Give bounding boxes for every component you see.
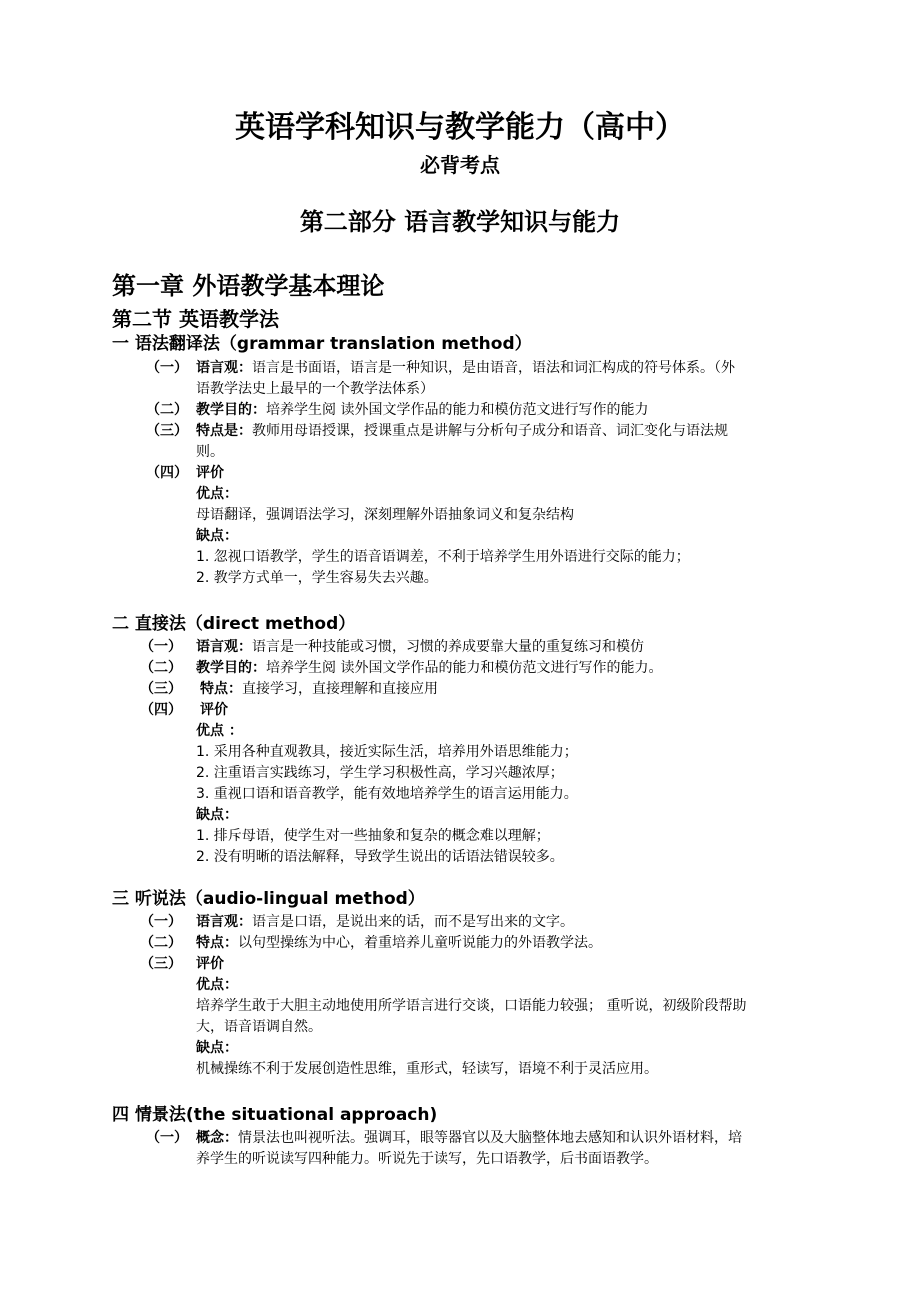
cons-item: 2. 没有明晰的语法解释，导致学生说出的话语法错误较多。 [196, 849, 564, 865]
item-label: 教学目的： [196, 660, 266, 676]
item-body: 语言是书面语，语言是一种知识，是由语音，语法和词汇构成的符号体系。（外 [252, 360, 735, 376]
method-heading-direct: 二 直接法（direct method） [112, 614, 356, 634]
pros-item: 3. 重视口语和语音教学，能有效地培养学生的语言运用能力。 [196, 786, 578, 802]
item-number: （一） [140, 639, 182, 655]
pros-text: 培养学生敢于大胆主动地使用所学语言进行交谈，口语能力较强； 重听说，初级阶段帮助 [196, 998, 747, 1014]
item-body: 以句型操练为中心，着重培养儿童听说能力的外语教学法。 [238, 935, 602, 951]
item-body: 语言是口语，是说出来的话，而不是写出来的文字。 [252, 914, 574, 930]
item-body: 教师用母语授课，授课重点是讲解与分析句子成分和语音、词汇变化与语法规 [252, 423, 728, 439]
pros-label: 优点： [196, 486, 238, 502]
item-label: 评价 [200, 702, 228, 718]
method-heading-grammar-translation: 一 语法翻译法（grammar translation method） [112, 334, 532, 354]
item-number: （二） [140, 935, 182, 951]
pros-item: 1. 采用各种直观教具，接近实际生活，培养用外语思维能力； [196, 744, 578, 760]
item-body: 培养学生阅 读外国文学作品的能力和模仿范文进行写作的能力。 [266, 660, 663, 676]
item-text [196, 400, 648, 421]
cons-label: 缺点： [196, 807, 238, 823]
item-number: （四） [140, 702, 182, 718]
item-text [196, 358, 735, 379]
item-number: （二） [146, 402, 188, 418]
item-text-continued: 语教学法史上最早的一个教学法体系） [196, 381, 434, 397]
section-heading: 第二节 英语教学法 [112, 307, 279, 331]
item-body: 语言是一种技能或习惯，习惯的养成要靠大量的重复练习和模仿 [252, 639, 644, 655]
item-body: 情景法也叫视听法。强调耳，眼等器官以及大脑整体地去感知和认识外语材料，培 [238, 1130, 742, 1146]
item-number: （三） [146, 423, 188, 439]
item-number: （一） [146, 1130, 188, 1146]
item-body: 直接学习，直接理解和直接应用 [242, 681, 438, 697]
item-text [200, 679, 438, 700]
item-number: （一） [140, 914, 182, 930]
item-text [196, 912, 574, 933]
cons-item: 2. 教学方式单一，学生容易失去兴趣。 [196, 570, 438, 586]
item-text [196, 658, 662, 679]
part-heading: 第二部分 语言教学知识与能力 [299, 208, 621, 236]
item-label: 特点： [196, 935, 238, 951]
cons-item: 1. 排斥母语，使学生对一些抽象和复杂的概念难以理解； [196, 828, 550, 844]
item-number: （二） [140, 660, 182, 676]
document-title: 英语学科知识与教学能力（高中） [235, 110, 685, 145]
item-text-continued: 养学生的听说读写四种能力。听说先于读写，先口语教学，后书面语教学。 [196, 1151, 658, 1167]
pros-item: 2. 注重语言实践练习，学生学习积极性高，学习兴趣浓厚； [196, 765, 564, 781]
item-text [196, 637, 644, 658]
document-subtitle: 必背考点 [420, 153, 500, 177]
item-number: （三） [140, 681, 182, 697]
item-body: 培养学生阅 读外国文学作品的能力和模仿范文进行写作的能力 [266, 402, 649, 418]
item-text [196, 421, 728, 442]
item-label: 评价 [196, 956, 224, 972]
item-label: 概念： [196, 1130, 238, 1146]
item-label: 特点： [200, 681, 242, 697]
method-heading-audio-lingual: 三 听说法（audio-lingual method） [112, 889, 425, 909]
pros-label: 优点 ： [196, 723, 243, 739]
pros-text-continued: 大，语音语调自然。 [196, 1019, 322, 1035]
item-text [196, 1128, 742, 1149]
chapter-heading: 第一章 外语教学基本理论 [112, 272, 385, 300]
pros-label: 优点： [196, 977, 238, 993]
item-label: 特点是： [196, 423, 252, 439]
cons-item: 1. 忽视口语教学，学生的语音语调差，不利于培养学生用外语进行交际的能力； [196, 549, 690, 565]
cons-label: 缺点： [196, 1040, 238, 1056]
item-label: 语言观： [196, 639, 252, 655]
item-text-continued: 则。 [196, 444, 224, 460]
cons-label: 缺点： [196, 528, 238, 544]
item-label: 教学目的： [196, 402, 266, 418]
cons-text: 机械操练不利于发展创造性思维，重形式，轻读写，语境不利于灵活应用。 [196, 1061, 658, 1077]
item-label: 评价 [196, 465, 224, 481]
item-label: 语言观： [196, 360, 252, 376]
item-number: （三） [140, 956, 182, 972]
item-number: （四） [146, 465, 188, 481]
item-label: 语言观： [196, 914, 252, 930]
item-number: （一） [146, 360, 188, 376]
pros-text: 母语翻译，强调语法学习，深刻理解外语抽象词义和复杂结构 [196, 507, 574, 523]
item-text [196, 933, 602, 954]
method-heading-situational: 四 情景法(the situational approach) [112, 1105, 438, 1125]
